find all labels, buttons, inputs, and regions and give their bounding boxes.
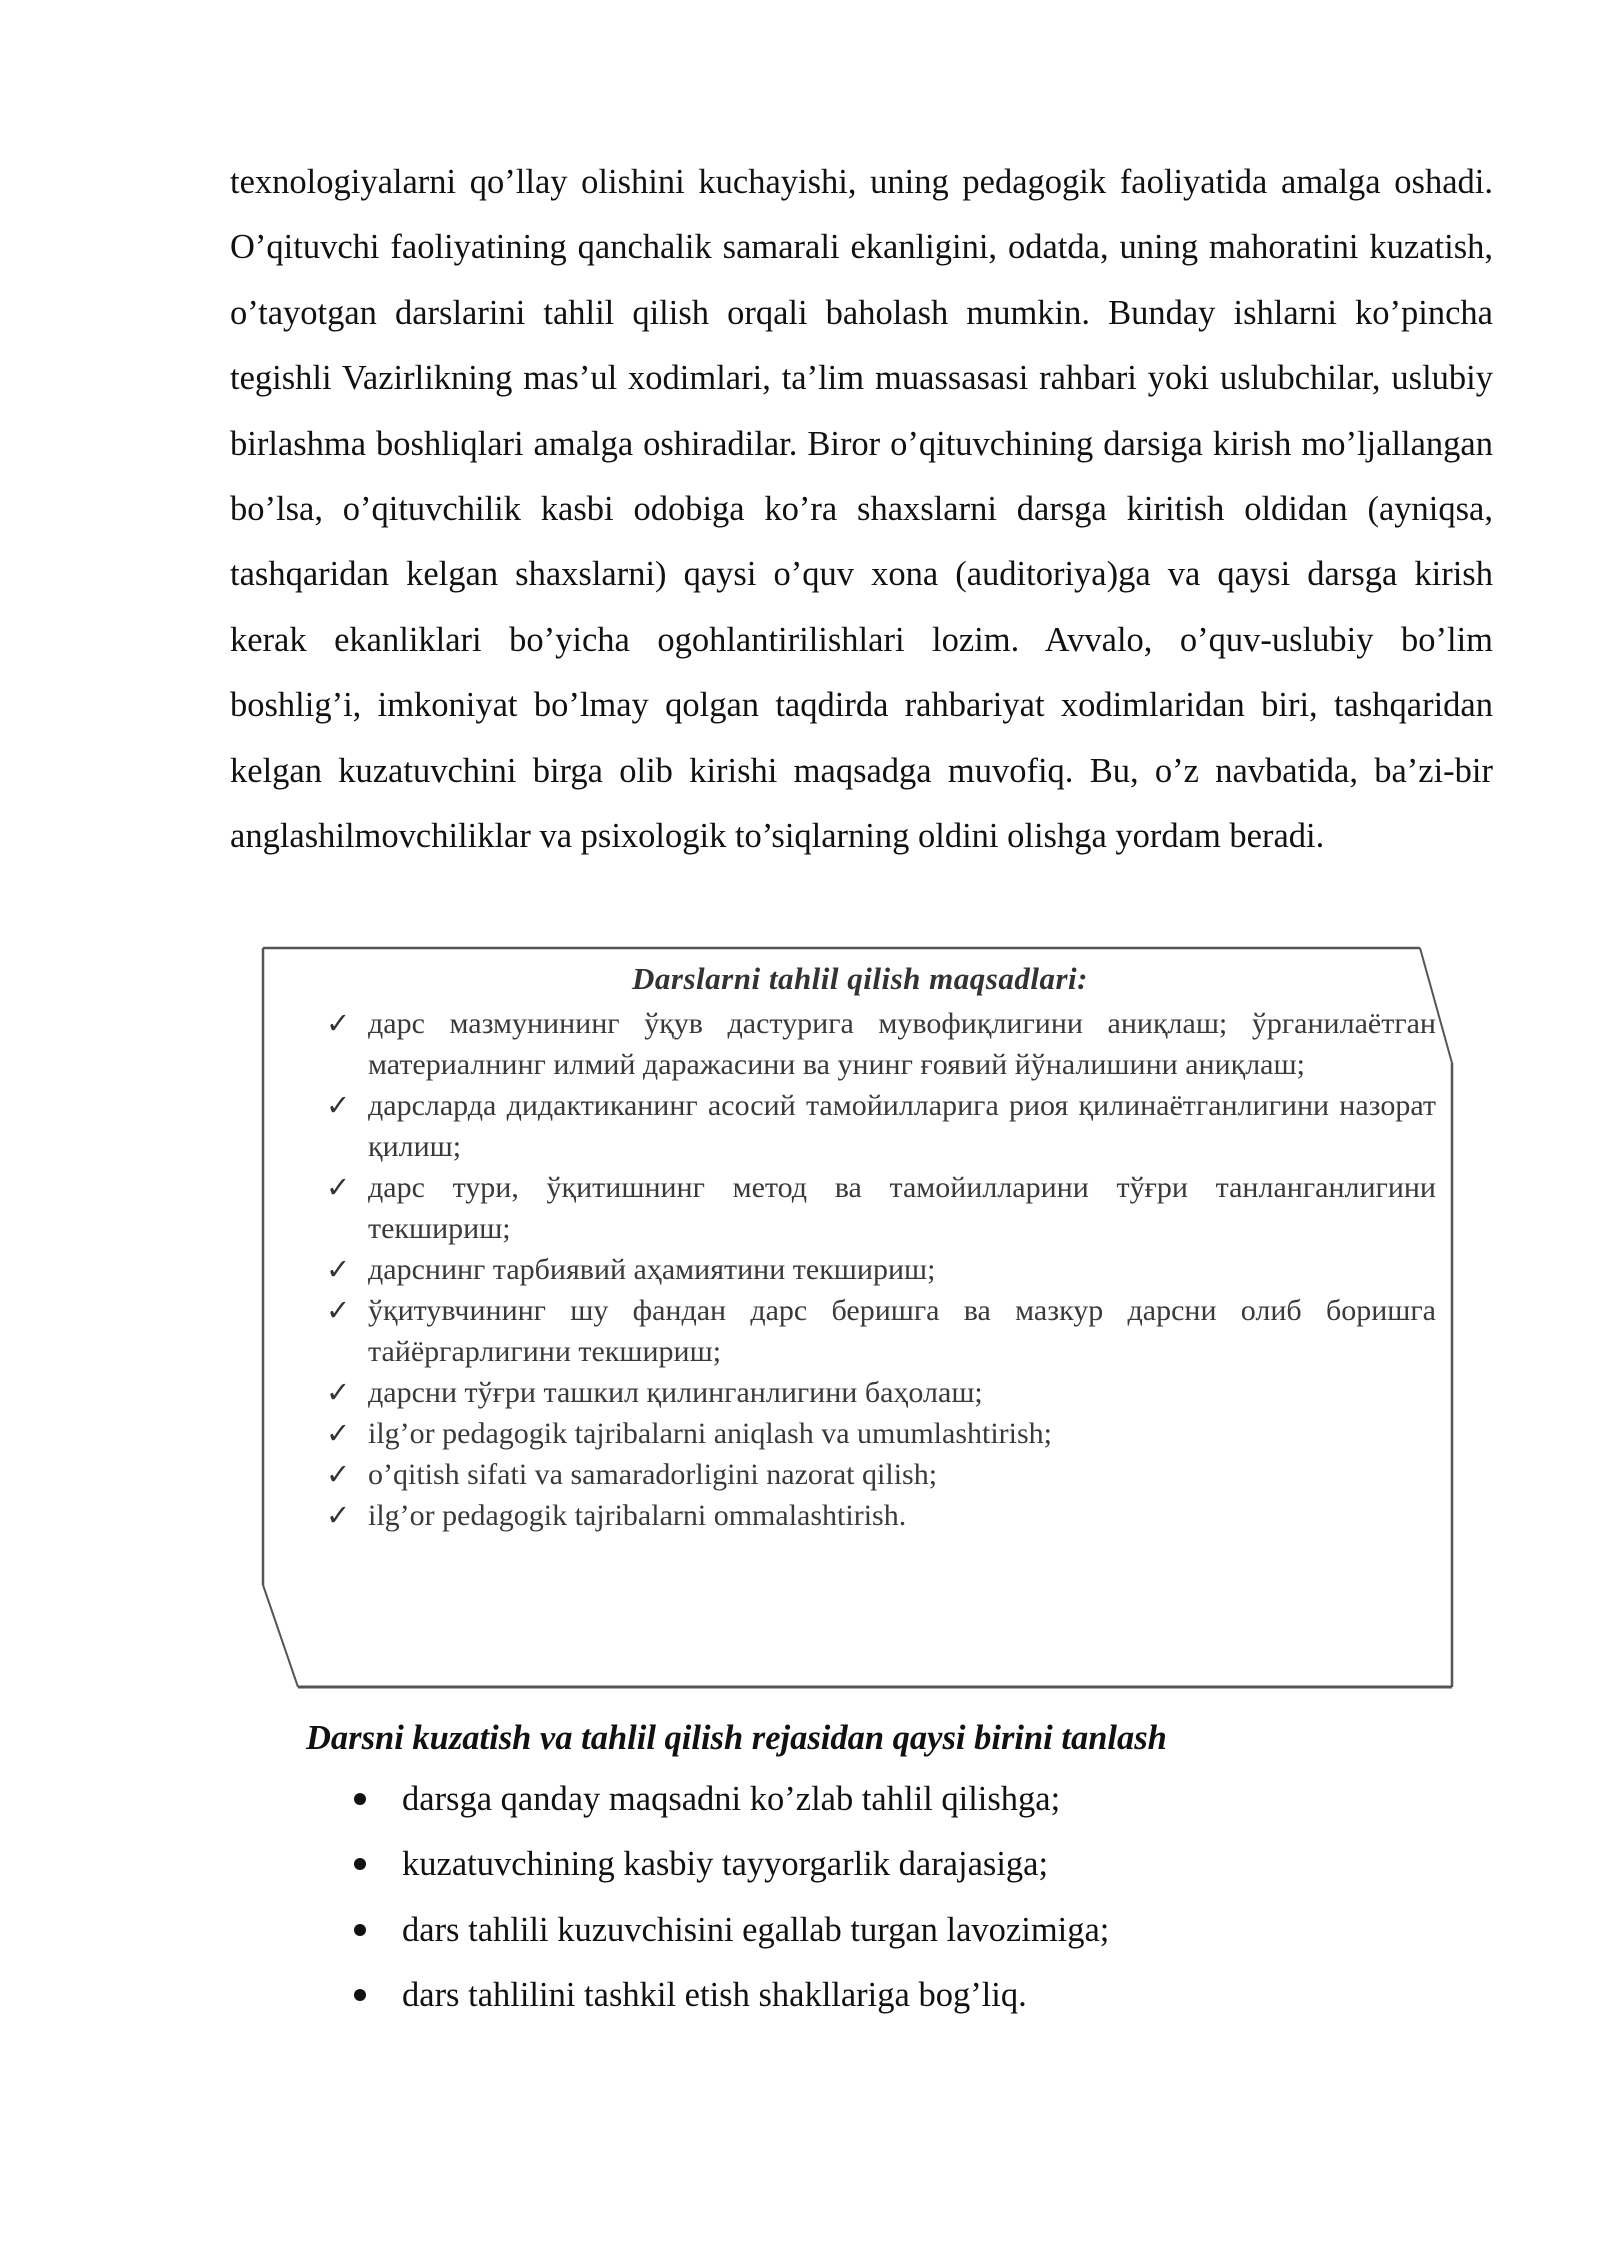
checklist-item xyxy=(326,1495,1436,1536)
bullet-list xyxy=(350,1774,1109,2036)
checklist-item-text: дарсни тўғри ташкил қилинганлигини баҳолаш; xyxy=(368,1376,983,1409)
checkmark-icon: ✓ xyxy=(326,1498,351,1532)
list-item-text: darsga qanday maqsadni ko’zlab tahlil qilishga; xyxy=(402,1780,1061,1818)
checklist-item xyxy=(326,1372,1436,1413)
bullet-icon xyxy=(354,1989,366,2001)
checklist-item-text: дарснинг тарбиявий аҳамиятини текшириш; xyxy=(368,1253,936,1286)
checkmark-icon: ✓ xyxy=(326,1375,351,1409)
checklist-item-text: o’qitish sifati va samaradorligini nazorat qilish; xyxy=(368,1458,938,1491)
list-item xyxy=(350,1774,1109,1839)
list-item xyxy=(350,1839,1109,1904)
checklist-item xyxy=(326,1085,1436,1167)
checkmark-icon: ✓ xyxy=(326,1416,351,1450)
list-item xyxy=(350,1970,1109,2035)
checklist-item-text: дарсларда дидактиканинг асосий тамойилларига риоя қилинаётганлигини назорат қилиш; xyxy=(368,1089,1436,1163)
body-paragraph: texnologiyalarni qo’llay olishini kuchayishi, uning pedagogik faoliyatida amalga oshadi. O’qituvchi faoliyatining qanchalik samarali ekanligini, odatda, uning mahoratini kuzatish, o’tayotgan darslarini tahlil qilish orqali baholash mumkin. Bunday ishlarni ko’pincha tegishli Vazirlikning mas’ul xodimlari, ta’lim muassasasi rahbari yoki uslubchilar, uslubiy birlashma boshliqlari amalga oshiradilar. Biror o’qituvchining darsiga kirish mo’ljallangan bo’lsa, o’qituvchilik kasbi odobiga ko’ra shaxslarni darsga kiritish oldidan (ayniqsa, tashqaridan kelgan shaxslarni) qaysi o’quv xona (auditoriya)ga va qaysi darsga kirish kerak ekanliklari bo’yicha ogohlantirilishlari lozim. Avvalo, o’quv-uslubiy bo’lim boshlig’i, imkoniyat bo’lmay qolgan taqdirda rahbariyat xodimlaridan biri, tashqaridan kelgan kuzatuvchini birga olib kirishi maqsadga muvofiq. Bu, o’z navbatida, ba’zi-bir anglashilmovchiliklar va psixologik to’siqlarning oldini olishga yordam beradi. xyxy=(230,163,1493,856)
analysis-goals-figure xyxy=(260,945,1460,1693)
checkmark-icon: ✓ xyxy=(326,1088,351,1122)
checkmark-icon: ✓ xyxy=(326,1293,351,1327)
figure-title: Darslarni tahlil qilish maqsadlari: xyxy=(632,961,1088,996)
checklist-item xyxy=(326,1167,1436,1249)
figure-checklist xyxy=(326,1003,1436,1536)
checkmark-icon: ✓ xyxy=(326,1457,351,1491)
list-item-text: dars tahlili kuzuvchisini egallab turgan lavozimiga; xyxy=(402,1910,1110,1949)
section-subheading: Darsni kuzatish va tahlil qilish rejasidan qaysi birini tanlash xyxy=(306,1719,1167,1757)
list-item-text: dars tahlilini tashkil etish shakllariga bog’liq. xyxy=(402,1976,1027,2015)
checklist-item xyxy=(326,1290,1436,1372)
checklist-item-text: дарс тури, ўқитишнинг метод ва тамойилларини тўғри танланганлигини текшириш; xyxy=(368,1171,1436,1245)
checklist-item-text: дарс мазмунининг ўқув дастурига мувофиқлигини аниқлаш; ўрганилаётган материалнинг илмий даражасини ва унинг ғоявий йўналишини аниқлаш; xyxy=(368,1007,1436,1081)
bullet-icon xyxy=(354,1793,366,1805)
checklist-item xyxy=(326,1413,1436,1454)
list-item xyxy=(350,1905,1109,1970)
checklist-item-text: ilg’or pedagogik tajribalarni ommalashtirish. xyxy=(368,1499,907,1532)
checklist-item xyxy=(326,1249,1436,1290)
list-item-text: kuzatuvchining kasbiy tayyorgarlik darajasiga; xyxy=(402,1845,1049,1884)
checklist-item-text: ilg’or pedagogik tajribalarni aniqlash va umumlashtirish; xyxy=(368,1417,1053,1450)
bullet-icon xyxy=(354,1924,366,1936)
checklist-item-text: ўқитувчининг шу фандан дарс беришга ва мазкур дарсни олиб боришга тайёргарлигини текшириш; xyxy=(368,1294,1436,1368)
bullet-icon xyxy=(354,1858,366,1870)
checkmark-icon: ✓ xyxy=(326,1006,351,1040)
checklist-item xyxy=(326,1003,1436,1085)
checkmark-icon: ✓ xyxy=(326,1252,351,1286)
checklist-item xyxy=(326,1454,1436,1495)
checkmark-icon: ✓ xyxy=(326,1170,351,1204)
